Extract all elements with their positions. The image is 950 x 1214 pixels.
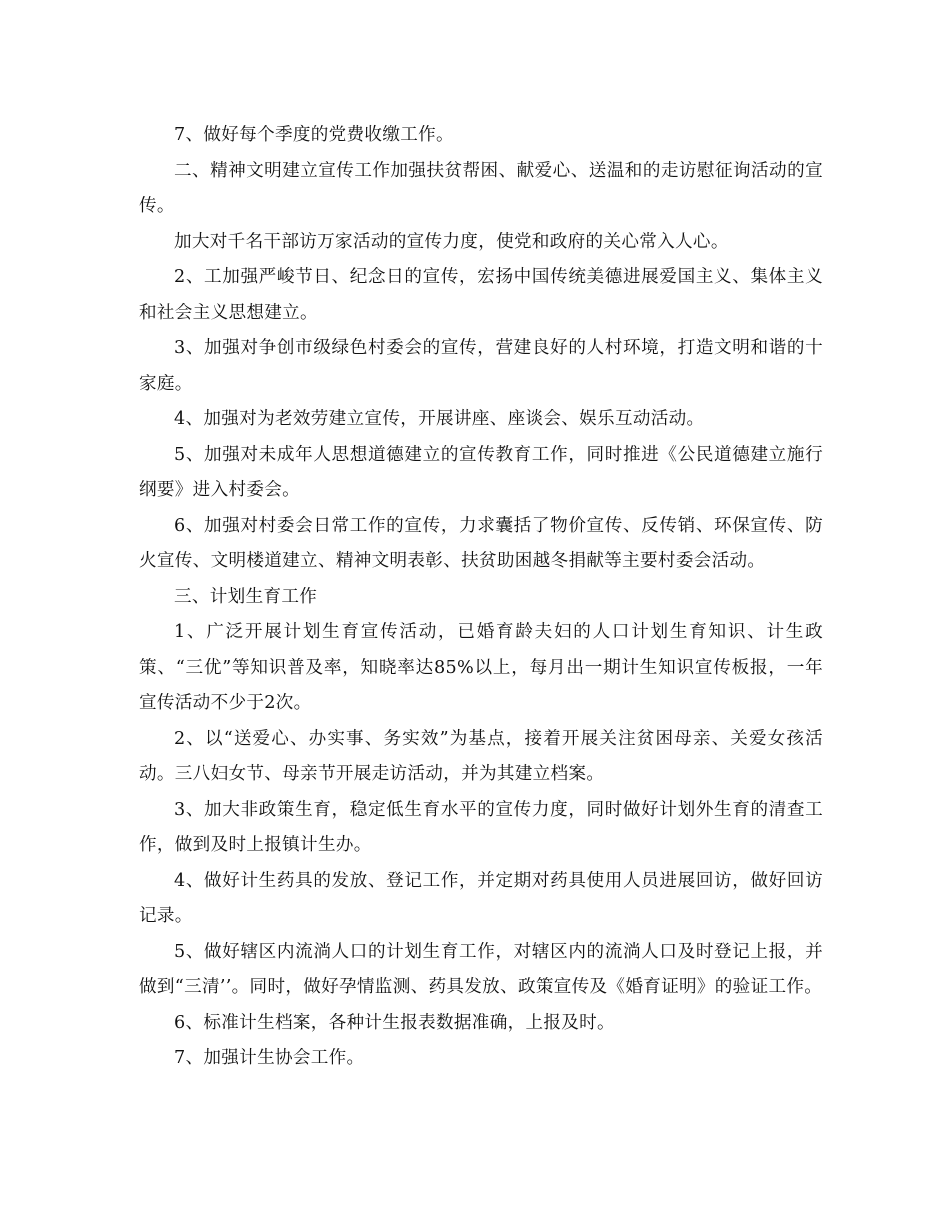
paragraph-poor-mothers: 2、以“送爱心、办实事、务实效”为基点，接着开展关注贫困母亲、关爱女孩活动。三八妇女节、母亲节开展走访活动，并为其建立档案。 xyxy=(139,728,823,784)
paragraph-elderly-service: 4、加强对为老效劳建立宣传，开展讲座、座谈会、娱乐互动活动。 xyxy=(174,409,705,429)
paragraph-section-two-heading: 二、精神文明建立宣传工作加强扶贫帮困、献爱心、送温和的走访慰征询活动的宣传。 xyxy=(139,160,823,216)
paragraph-cadre-visits: 加大对千名干部访万家活动的宣传力度，使党和政府的关心常入人心。 xyxy=(174,231,729,252)
paragraph-daily-publicity: 6、加强对村委会日常工作的宣传，力求囊括了物价宣传、反传销、环保宣传、防火宣传、文明楼道建立、精神文明表彰、扶贫助困越冬捐献等主要村委会活动。 xyxy=(139,515,823,571)
paragraph-family-planning-publicity: 1、广泛开展计划生育宣传活动，已婚育龄夫妇的人口计划生育知识、计生政策、“三优”等知识普及率，知晓率达85%以上，每月出一期计生知识宣传板报，一年宣传活动不少于2次。 xyxy=(139,622,823,713)
document-body xyxy=(139,118,823,1077)
paragraph-floating-population: 5、做好辖区内流淌人口的计划生育工作，对辖区内的流淌人口及时登记上报，并做到“三清’’。同时，做好孕情监测、药具发放、政策宣传及《婚育证明》的验证工作。 xyxy=(139,941,823,997)
paragraph-party-fee: 7、做好每个季度的党费收缴工作。 xyxy=(174,125,454,145)
paragraph-standard-archives: 6、标准计生档案，各种计生报表数据准确，上报及时。 xyxy=(174,1012,615,1033)
paragraph-green-village: 3、加强对争创市级绿色村委会的宣传，营建良好的人村环境，打造文明和谐的十家庭。 xyxy=(139,338,823,394)
paragraph-minors-education: 5、加强对未成年人思想道德建立的宣传教育工作，同时推进《公民道德建立施行纲要》进入村委会。 xyxy=(139,444,823,500)
paragraph-non-policy-births: 3、加大非政策生育，稳定低生育水平的宣传力度，同时做好计划外生育的清查工作，做到及时上报镇计生办。 xyxy=(139,799,823,855)
paragraph-section-three-heading: 三、计划生育工作 xyxy=(174,586,318,607)
paragraph-contraceptives: 4、做好计生药具的发放、登记工作，并定期对药具使用人员进展回访，做好回访记录。 xyxy=(139,870,823,926)
paragraph-festival-publicity: 2、工加强严峻节日、纪念日的宣传，宏扬中国传统美德进展爱国主义、集体主义和社会主义思想建立。 xyxy=(139,267,823,323)
paragraph-association-work: 7、加强计生协会工作。 xyxy=(174,1048,365,1068)
